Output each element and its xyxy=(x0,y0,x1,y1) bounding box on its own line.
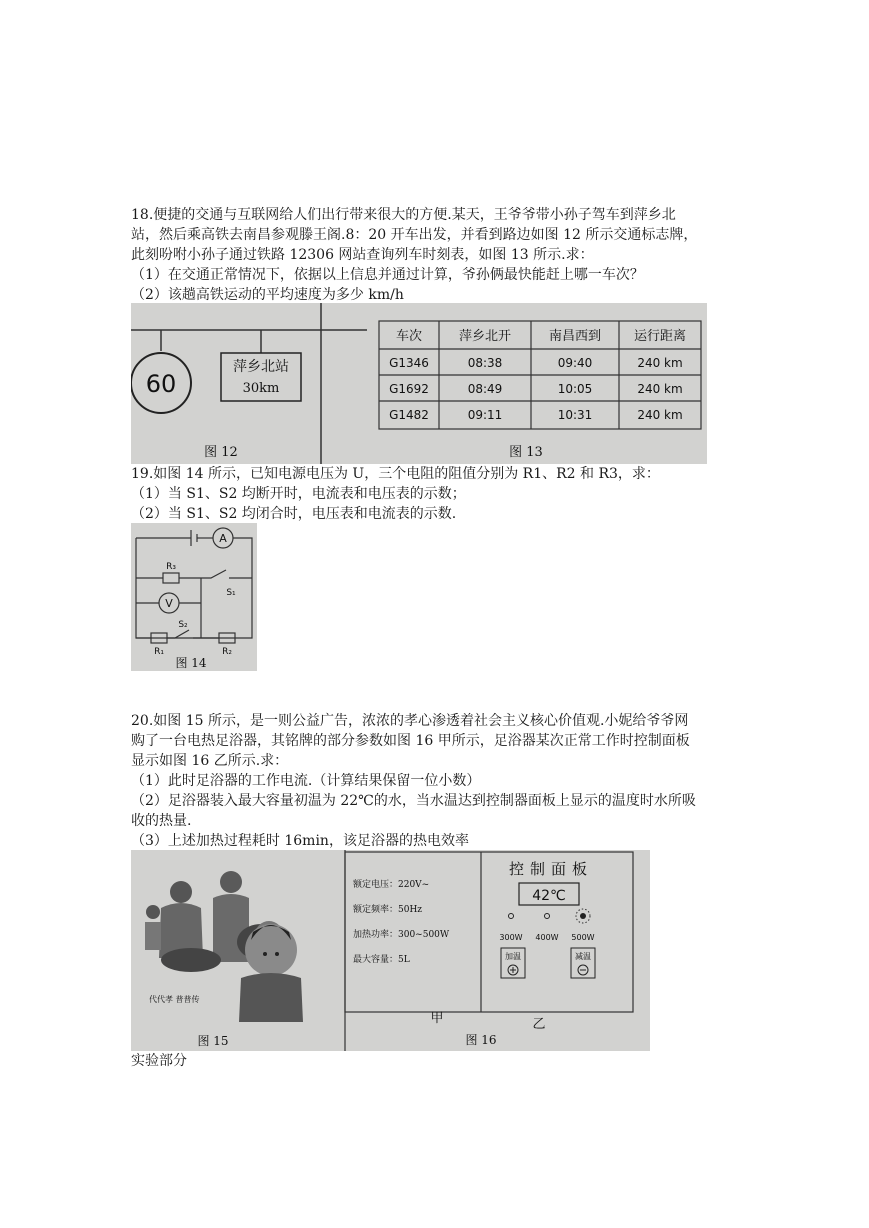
q18-line-5: （2）该趟高铁运动的平均速度为多少 km/h xyxy=(131,287,404,303)
q20-line-6: 收的热量. xyxy=(131,813,192,829)
control-panel-title: 控制面板 xyxy=(508,860,594,878)
q19-line-3: （2）当 S1、S2 均闭合时，电压表和电流表的示数. xyxy=(131,506,457,522)
figure-15-caption: 图 15 xyxy=(197,1034,229,1048)
timetable-cell: 09:40 xyxy=(557,356,593,370)
q20-line-2: 购了一台电热足浴器，其铭牌的部分参数如图 16 甲所示，足浴器某次正常工作时控制面板 xyxy=(131,733,690,749)
figure-14-caption: 图 14 xyxy=(175,656,207,670)
voltmeter-icon: V xyxy=(165,597,173,610)
distance-sign-distance: 30km xyxy=(242,381,280,396)
q20-line-4: （1）此时足浴器的工作电流.（计算结果保留一位小数） xyxy=(131,773,481,789)
nameplate-line: 额定电压：220V~ xyxy=(353,880,430,890)
power-indicator-icon xyxy=(545,914,550,919)
timetable-header: 运行距离 xyxy=(633,329,687,344)
ammeter-icon: A xyxy=(219,532,227,545)
power-indicator-lit-icon xyxy=(580,913,586,919)
figure-15-16 xyxy=(131,850,650,1051)
q18-line-1: 18.便捷的交通与互联网给人们出行带来很大的方便.某天，王爷爷带小孙子驾车到萍乡北 xyxy=(131,207,676,223)
s2-label: S₂ xyxy=(178,620,188,630)
q20-line-3: 显示如图 16 乙所示.求： xyxy=(131,753,289,769)
heat-up-label: 加温 xyxy=(505,952,521,961)
figure-16-label-jia: 甲 xyxy=(430,1011,444,1026)
power-level-label: 500W xyxy=(571,933,595,942)
figure-14 xyxy=(131,523,257,671)
speed-limit-value: 60 xyxy=(145,370,177,398)
r2-label: R₂ xyxy=(222,647,232,657)
timetable-header: 萍乡北开 xyxy=(458,329,512,344)
timetable-cell: 09:11 xyxy=(467,408,503,422)
s1-label: S₁ xyxy=(226,588,236,598)
figure-12-13-svg xyxy=(131,303,707,464)
figure-15-16-svg xyxy=(131,850,650,1051)
r3-label: R₃ xyxy=(166,562,176,572)
timetable-cell: G1346 xyxy=(389,356,429,370)
q18-line-3: 此刻吩咐小孙子通过铁路 12306 网站查询列车时刻表，如图 13 所示.求： xyxy=(131,247,594,263)
q19-line-2: （1）当 S1、S2 均断开时，电流表和电压表的示数； xyxy=(131,486,466,502)
r1-label: R₁ xyxy=(154,647,164,657)
timetable-cell: G1482 xyxy=(389,408,429,422)
section-title-experiment: 实验部分 xyxy=(131,1053,187,1069)
figure-13-caption: 图 13 xyxy=(509,445,543,460)
q20-line-7: （3）上述加热过程耗时 16min，该足浴器的热电效率 xyxy=(131,833,469,849)
power-level-label: 300W xyxy=(499,933,523,942)
figure-12-13 xyxy=(131,303,707,464)
power-level-label: 400W xyxy=(535,933,559,942)
figure-16-caption: 图 16 xyxy=(465,1033,497,1047)
q20-line-5: （2）足浴器装入最大容量初温为 22℃的水，当水温达到控制器面板上显示的温度时水所吸 xyxy=(131,793,696,809)
q20-line-1: 20.如图 15 所示，是一则公益广告，浓浓的孝心渗透着社会主义核心价值观.小妮给爷爷网 xyxy=(131,713,689,729)
timetable-cell: 10:31 xyxy=(557,408,593,422)
timetable-cell: 08:38 xyxy=(467,356,503,370)
timetable-cell: 08:49 xyxy=(467,382,503,396)
q19-line-1: 19.如图 14 所示，已知电源电压为 U，三个电阻的阻值分别为 R1、R2 和 R3，求： xyxy=(131,466,660,482)
timetable-cell: 10:05 xyxy=(557,382,593,396)
temperature-value: 42℃ xyxy=(532,888,566,904)
figure-16-label-yi: 乙 xyxy=(532,1017,546,1032)
nameplate-line: 额定频率：50Hz xyxy=(353,905,423,915)
timetable-header: 车次 xyxy=(395,329,423,344)
timetable-header: 南昌西到 xyxy=(548,329,602,344)
q18-line-4: （1）在交通正常情况下，依据以上信息并通过计算，爷孙俩最快能赶上哪一车次？ xyxy=(131,267,644,283)
figure-15-author: 代代孝 普普传 xyxy=(149,995,200,1004)
nameplate-line: 最大容量：5L xyxy=(353,955,410,965)
timetable-cell: 240 km xyxy=(637,382,683,396)
distance-sign-station: 萍乡北站 xyxy=(233,359,289,375)
nameplate-line: 加热功率：300~500W xyxy=(353,930,450,940)
timetable-cell: 240 km xyxy=(637,408,683,422)
figure-12-caption: 图 12 xyxy=(204,445,238,460)
power-indicator-icon xyxy=(509,914,514,919)
cool-down-label: 减温 xyxy=(575,952,591,961)
timetable-cell: G1692 xyxy=(389,382,429,396)
figure-14-svg xyxy=(131,523,257,671)
q18-line-2: 站，然后乘高铁去南昌参观滕王阁.8：20 开车出发，并看到路边如图 12 所示交通标志牌， xyxy=(131,227,698,243)
timetable-cell: 240 km xyxy=(637,356,683,370)
